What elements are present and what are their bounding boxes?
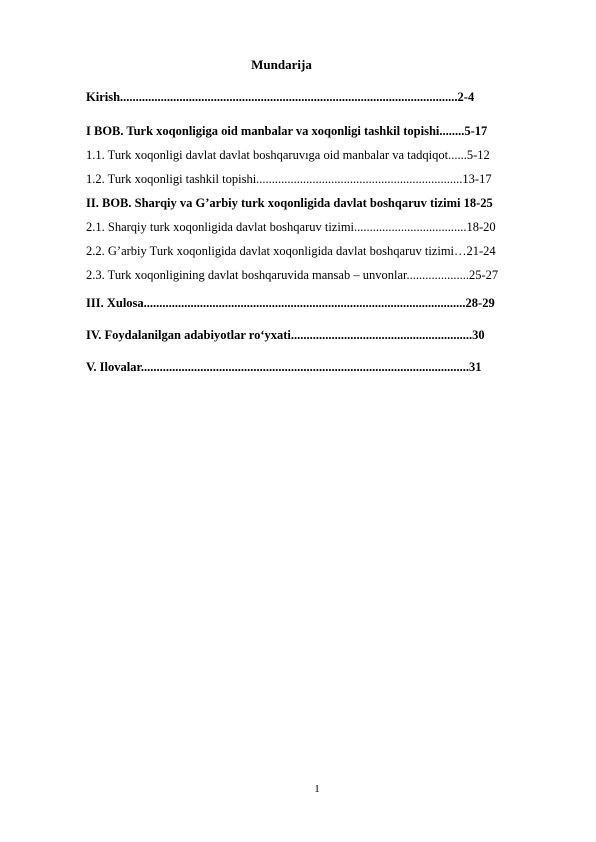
page-number: 1 [314, 783, 320, 795]
toc-title: Mundarija [251, 57, 312, 72]
toc-entry-ilovalar: V. Ilovalar.........................................................................................................31 [86, 360, 482, 374]
toc-entry-section-2-2: 2.2. G’arbiy Turk xoqonligida davlat xoqonligida davlat boshqaruv tizimi…21-24 [86, 244, 496, 258]
toc-entry-chapter-1: I BOB. Turk xoqonligiga oid manbalar va xoqonligi tashkil topishi........5-17 [86, 124, 488, 138]
toc-entry-kirish: Kirish............................................................................................................2-4 [86, 90, 475, 104]
toc-entry-section-2-3: 2.3. Turk xoqonligining davlat boshqaruvida mansab – unvonlar....................25-27 [86, 268, 499, 282]
toc-entry-section-1-2: 1.2. Turk xoqonligi tashkil topishi..................................................................13-17 [86, 172, 492, 186]
toc-entry-section-1-1: 1.1. Turk xoqonligi davlat davlat boshqaruvıga oid manbalar va tadqiqot......5-12 [86, 148, 490, 162]
toc-entry-adabiyotlar: IV. Foydalanilgan adabiyotlar ro‘yxati..........................................................30 [86, 328, 485, 342]
toc-entry-chapter-2: II. BOB. Sharqiy va G’arbiy turk xoqonligida davlat boshqaruv tizimi 18-25 [86, 196, 493, 210]
toc-entry-xulosa: III. Xulosa.......................................................................................................28-29 [86, 296, 495, 310]
toc-entry-section-2-1: 2.1. Sharqiy turk xoqonligida davlat boshqaruv tizimi....................................18-20 [86, 220, 496, 234]
